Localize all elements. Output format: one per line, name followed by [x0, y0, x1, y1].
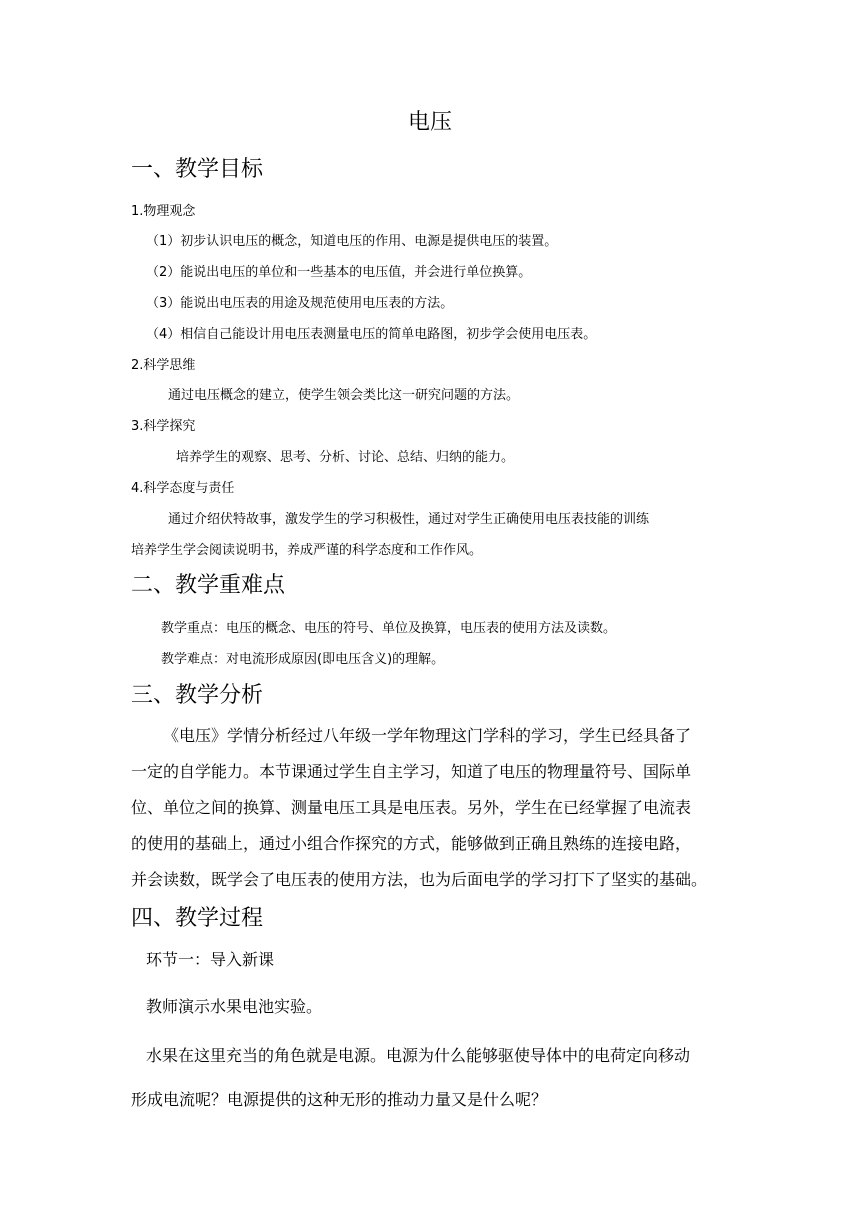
attitude-text-line: 培养学生学会阅读说明书，养成严谨的科学态度和工作作风。: [131, 543, 483, 558]
analysis-line: 一定的自学能力。本节课通过学生自主学习，知道了电压的物理量符号、国际单: [131, 762, 692, 781]
process-demo-text: 教师演示水果电池实验。: [146, 997, 323, 1016]
attitude-text-line: 通过介绍伏特故事，激发学生的学习积极性，通过对学生正确使用电压表技能的训练: [168, 512, 650, 527]
process-paragraph-line: 水果在这里充当的角色就是电源。电源为什么能够驱使导体中的电荷定向移动: [146, 1046, 691, 1065]
section-heading-analysis: 三、教学分析: [131, 683, 264, 708]
analysis-line: 《电压》学情分析经过八年级一学年物理这门学科的学习，学生已经具备了: [163, 726, 692, 745]
subheading-scientific-inquiry: 3.科学探究: [131, 419, 196, 434]
section-heading-key-points: 二、教学重难点: [131, 573, 286, 598]
subheading-attitude-responsibility: 4.科学态度与责任: [131, 481, 235, 496]
analysis-line: 并会读数，既学会了电压表的使用方法，也为后面电学的学习打下了坚实的基础。: [131, 870, 708, 889]
subheading-physics-concept: 1.物理观念: [131, 204, 196, 219]
objective-item: （1）初步认识电压的概念，知道电压的作用、电源是提供电压的装置。: [146, 234, 558, 249]
section-heading-objectives: 一、教学目标: [131, 157, 264, 182]
objective-item: （2）能说出电压的单位和一些基本的电压值，并会进行单位换算。: [146, 265, 532, 280]
difficult-point-text: 教学难点：对电流形成原因(即电压含义)的理解。: [161, 652, 445, 667]
key-point-text: 教学重点：电压的概念、电压的符号、单位及换算，电压表的使用方法及读数。: [161, 621, 617, 636]
analysis-line: 的使用的基础上，通过小组合作探究的方式，能够做到正确且熟练的连接电路，: [131, 834, 692, 853]
document-title: 电压: [408, 110, 453, 135]
objective-item: （3）能说出电压表的用途及规范使用电压表的方法。: [146, 296, 454, 311]
subheading-scientific-thinking: 2.科学思维: [131, 358, 196, 373]
process-paragraph-line: 形成电流呢？电源提供的这种无形的推动力量又是什么呢？: [131, 1090, 548, 1109]
analysis-line: 位、单位之间的换算、测量电压工具是电压表。另外，学生在已经掌握了电流表: [131, 798, 692, 817]
objective-item: （4）相信自己能设计用电压表测量电压的简单电路图，初步学会使用电压表。: [146, 327, 597, 342]
scientific-inquiry-text: 培养学生的观察、思考、分析、讨论、总结、归纳的能力。: [176, 450, 515, 465]
section-heading-process: 四、教学过程: [131, 906, 264, 931]
scientific-thinking-text: 通过电压概念的建立，使学生领会类比这一研究问题的方法。: [168, 388, 520, 403]
process-step-heading: 环节一：导入新课: [146, 950, 275, 969]
